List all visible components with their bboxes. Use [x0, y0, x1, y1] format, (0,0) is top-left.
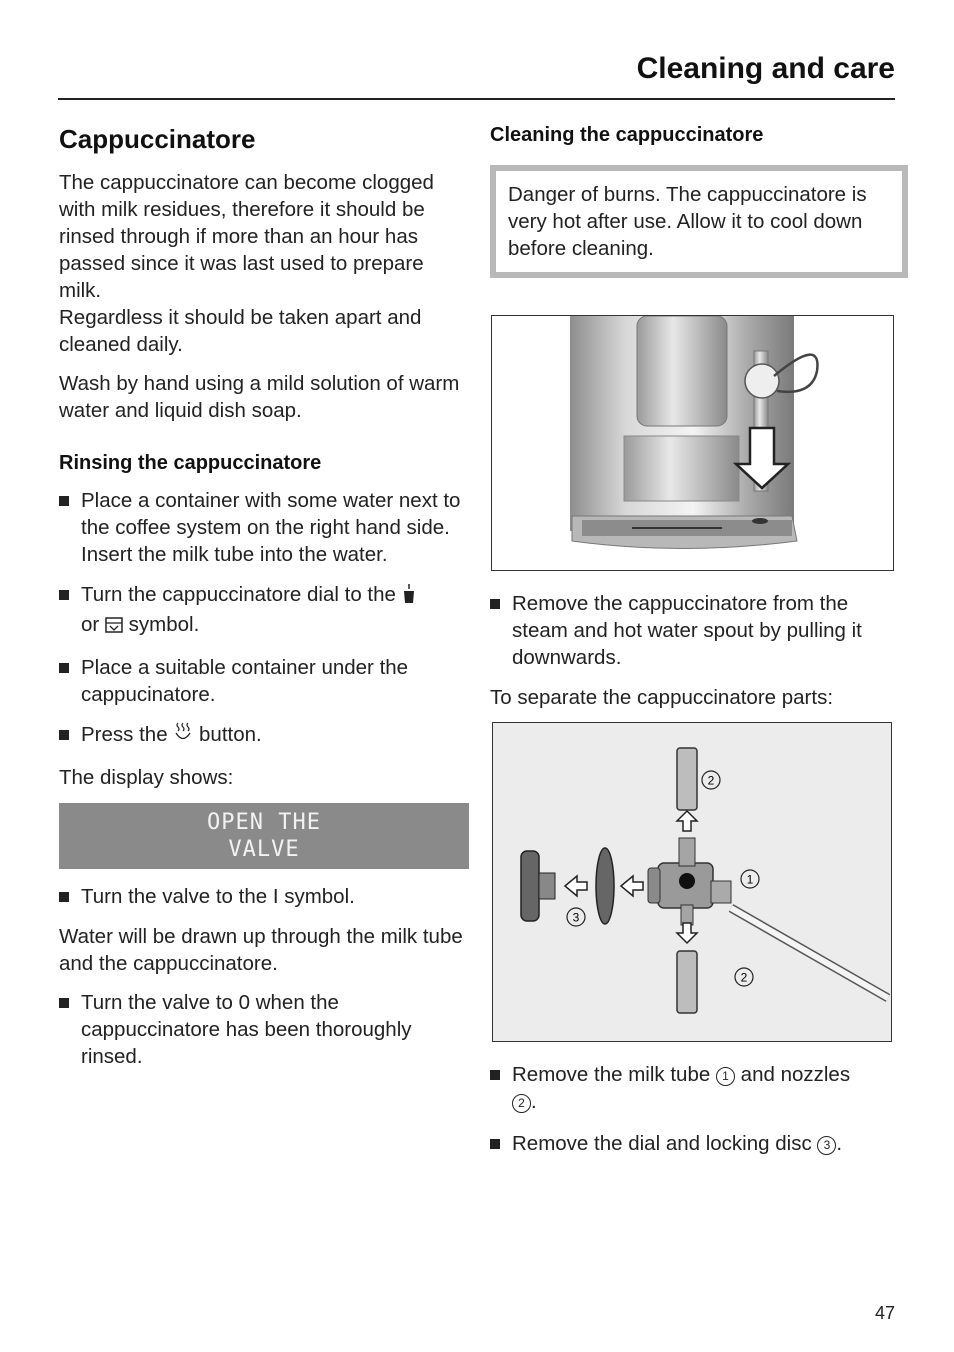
rinse-step-4 — [59, 721, 469, 751]
intro-text-1: The cappuccinatore can become clogged with milk residues, therefore it should be rinsed through if more than an hour has passed since it was last used to prepare milk. — [59, 171, 434, 302]
figure-machine-spout — [491, 315, 894, 571]
callout-2-top: 2 — [707, 773, 715, 788]
parts-illustration — [493, 723, 891, 1041]
clean-step-2-text-c: . — [531, 1090, 537, 1113]
warning-box — [490, 165, 908, 278]
clean-step-1: Remove the cappuccinatore from the steam and hot water spout by pulling it downwards. — [490, 590, 895, 671]
callout-inline-1: 1 — [716, 1067, 735, 1086]
callout-1: 1 — [746, 872, 754, 887]
clean-step-2-text-a: Remove the milk tube — [512, 1063, 711, 1086]
clean-step-3 — [490, 1130, 895, 1157]
rinse-step-6: Turn the valve to 0 when the cappuccinatore has been thoroughly rinsed. — [59, 989, 469, 1070]
cleaning-heading: Cleaning the cappuccinatore — [490, 124, 764, 146]
clean-step-3-text-b: . — [836, 1132, 843, 1155]
intro-paragraph — [59, 169, 469, 358]
rinse-step-2-text-c: symbol. — [128, 613, 200, 636]
warning-text: Danger of burns. The cappuccinatore is very hot after use. Allow it to cool down before cleaning. — [508, 183, 867, 260]
steam-button-icon — [173, 722, 193, 751]
rinse-step-1: Place a container with some water next to the coffee system on the right hand side. Insert the milk tube into the water. — [59, 487, 469, 568]
callout-inline-3: 3 — [817, 1136, 836, 1155]
display-intro: The display shows: — [59, 766, 234, 789]
clean-step-3-text-a: Remove the dial and locking disc — [512, 1132, 812, 1155]
display-readout — [59, 803, 469, 869]
milk-froth-icon — [105, 614, 123, 641]
display-line-2: VALVE — [228, 837, 300, 862]
callout-3: 3 — [572, 910, 580, 925]
separate-paragraph: To separate the cappuccinatore parts: — [490, 686, 834, 709]
figure-cappuccinatore-parts — [492, 722, 892, 1042]
rinse-step-2-text-b: or — [81, 613, 100, 636]
page-number: 47 — [874, 1303, 895, 1323]
section-heading: Cappuccinatore — [59, 124, 256, 154]
rinse-heading: Rinsing the cappuccinatore — [59, 452, 322, 474]
callout-2-bottom: 2 — [740, 970, 748, 985]
left-column — [59, 124, 469, 1083]
machine-spout-illustration — [492, 316, 893, 570]
page-header-title: Cleaning and care — [636, 52, 895, 85]
rinse-step-2 — [59, 581, 469, 641]
rinse-step-5: Turn the valve to the I symbol. — [59, 883, 469, 910]
water-paragraph: Water will be drawn up through the milk tube and the cappuccinatore. — [59, 925, 463, 975]
right-text-block-2 — [490, 1061, 895, 1170]
rinse-step-4-text-b: button. — [199, 723, 262, 746]
cup-icon — [402, 584, 416, 611]
intro-text-2: Regardless it should be taken apart and cleaned daily. — [59, 306, 422, 356]
header-rule — [58, 98, 895, 100]
rinse-step-3: Place a suitable container under the cappucinatore. — [59, 654, 469, 708]
rinse-step-4-text-a: Press the — [81, 723, 168, 746]
right-text-block-1 — [490, 590, 895, 723]
clean-step-2 — [490, 1061, 895, 1115]
right-column — [490, 124, 900, 290]
rinse-step-2-text-a: Turn the cappuccinatore dial to the — [81, 583, 396, 606]
callout-inline-2: 2 — [512, 1094, 531, 1113]
wash-paragraph: Wash by hand using a mild solution of warm water and liquid dish soap. — [59, 372, 460, 422]
clean-step-2-text-b: and nozzles — [740, 1063, 851, 1086]
display-line-1: OPEN THE — [207, 810, 321, 835]
